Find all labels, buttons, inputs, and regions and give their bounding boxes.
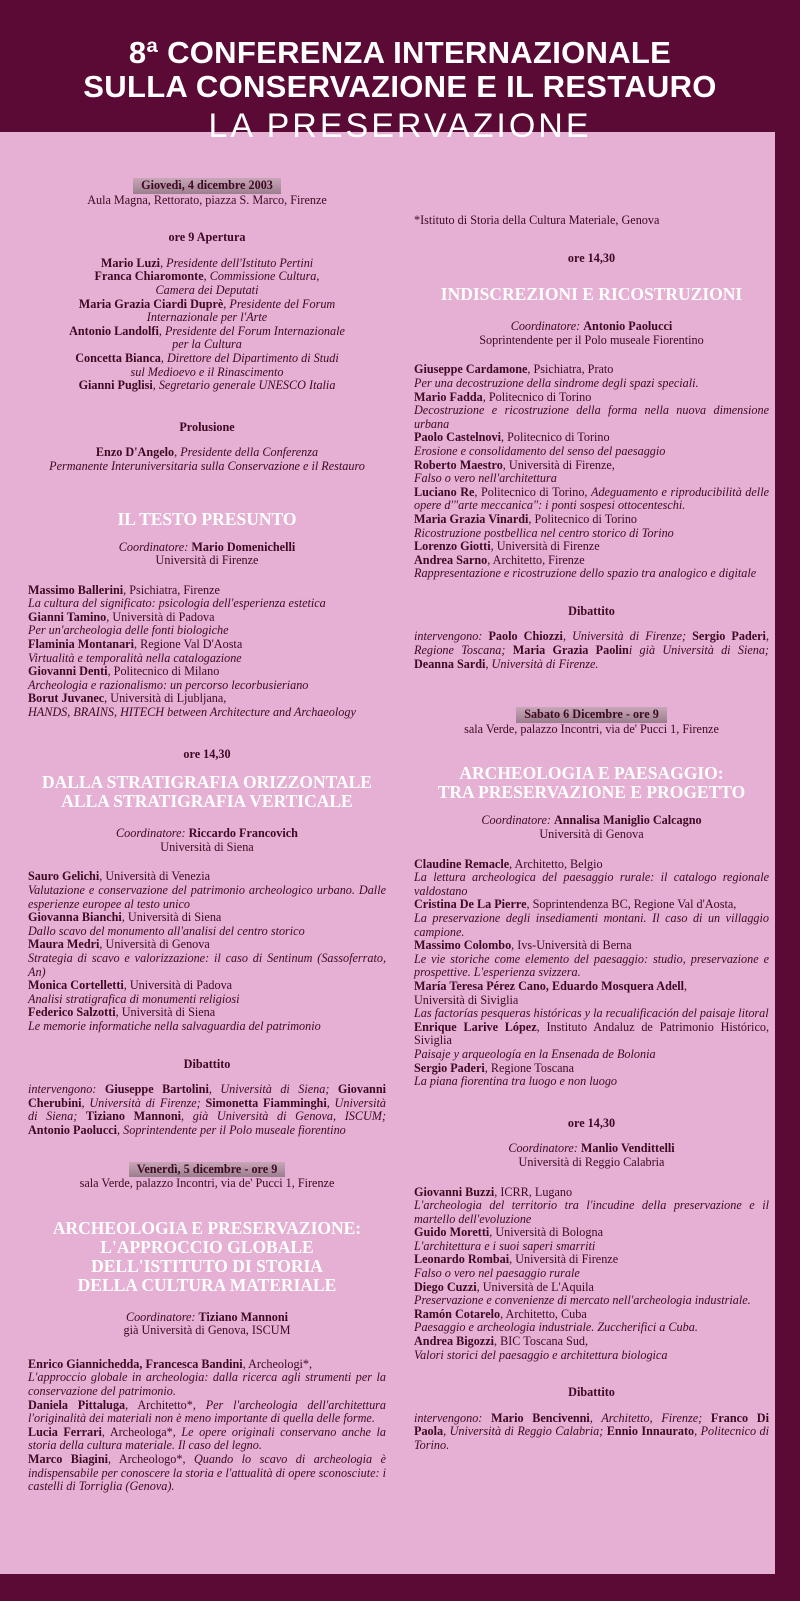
prolusione-speaker: Enzo D'Angelo, Presidente della Conferenza Permanente Interuniversitaria sulla Conservazione e il Restauro (49, 445, 365, 473)
talk-item: Borut Juvanec, Università di Ljubljana, HANDS, BRAINS, HITECH between Architecture and Archaeology (28, 691, 356, 720)
session-title-archeologia-4: DELLA CULTURA MATERIALE (77, 1274, 337, 1295)
talk-item: Federico Salzotti, Università di Siena Le memorie informatiche nella salvaguardia del patrimonio (28, 1005, 321, 1033)
debate-label: Dibattito (568, 603, 615, 618)
talk-item: Massimo Colombo, Ivs-Università di Berna Le vie storiche come elemento del paesaggio: studio, preservazione e prospettive. L'esperienza svizzera. (414, 938, 769, 980)
day2-venue: sala Verde, palazzo Incontri, via de' Pucci 1, Firenze (79, 1176, 335, 1191)
talk-item: Cristina De La Pierre, Soprintendenza BC, Regione Val d'Aosta, La preservazione degli insediamenti montani. Il caso di un villaggio campione. (414, 897, 769, 939)
talk-item: Giuseppe Cardamone, Psichiatra, Prato Per una decostruzione della sindrome degli spazi speciali. (414, 362, 699, 390)
session-title-paesaggio-2: TRA PRESERVAZIONE E PROGETTO (437, 782, 746, 803)
session-title-stratigrafia-2: ALLA STRATIGRAFIA VERTICALE (61, 791, 353, 812)
greeting-item: Gianni Puglisi, Segretario generale UNESCO Italia (78, 378, 336, 393)
day2-date-badge: Venerdì, 5 dicembre - ore 9 (129, 1162, 286, 1178)
session-title-archeologia-3: DELL'ISTITUTO DI STORIA (91, 1255, 323, 1276)
session-title-indiscrezioni: INDISCREZIONI E RICOSTRUZIONI (440, 284, 743, 305)
talk-item: Giovanni Buzzi, ICRR, Lugano L'archeologia del territorio tra l'incudine della preservazione e il martello dell'evoluzione (414, 1184, 769, 1226)
session3-talks (28, 1358, 386, 1494)
greeting-item: Maria Grazia Ciardi Duprè, Presidente del Forum Internazionale per l'Arte (78, 296, 336, 325)
debate-participants: intervengono: Paolo Chiozzi, Università di Firenze; Sergio Paderi, Regione Toscana; Maria Grazia Paolini già Università di Siena; Deanna Sardi, Università di Firenze. (414, 629, 769, 671)
talk-item: Claudine Remacle, Architetto, Belgio La lettura archeologica del paesaggio rurale: il catalogo regionale valdostano (414, 856, 769, 898)
talk-item: Maria Grazia Vinardi, Politecnico di Torino Ricostruzione postbellica nel centro storico di Torino (414, 511, 674, 540)
greeting-item: Concetta Bianca, Direttore del Dipartimento di Studi sul Medioevo e il Rinascimento (75, 350, 339, 379)
session4-talks (414, 363, 769, 581)
greeting-item: Antonio Landolfi, Presidente del Forum Internazionale per la Cultura (69, 323, 345, 352)
conference-title-line1: 8ª CONFERENZA INTERNAZIONALE (128, 35, 672, 70)
greeting-item: Franca Chiaromonte, Commissione Cultura, Camera dei Deputati (94, 269, 320, 297)
talk-item: Andrea Sarno, Architetto, Firenze Rappresentazione e ricostruzione dello spazio tra analogico e digitale (414, 552, 757, 581)
talk-item: Lucia Ferrari, Archeologa*, Le opere originali conservano anche la storia della cultura materiale. Il caso del legno. (28, 1424, 386, 1453)
talk-item: Daniela Pittaluga, Architetto*, Per l'archeologia dell'architettura l'originalità dei materiali non è meno importante di quella delle forme. (28, 1397, 387, 1426)
talk-item: María Teresa Pérez Cano, Eduardo Mosquera Adell, Università di Siviglia Las factorías pesqueras históricas y la recualificación del paisaje litoral (414, 978, 769, 1021)
conference-subtitle: LA PRESERVAZIONE (208, 107, 592, 145)
day3-date-badge: Sabato 6 Dicembre - ore 9 (516, 707, 667, 723)
talk-item: Diego Cuzzi, Università de L'Aquila Preservazione e convenienze di mercato nell'archeologia industriale. (414, 1279, 751, 1308)
day1-date-badge: Giovedì, 4 dicembre 2003 (133, 178, 281, 194)
day1-opening: ore 9 Apertura (168, 230, 246, 245)
debate-label: Dibattito (568, 1385, 615, 1400)
left-column (28, 178, 386, 1494)
day3-venue: sala Verde, palazzo Incontri, via de' Pucci 1, Firenze (464, 721, 719, 736)
session2-coordinator: Coordinatore: Riccardo Francovich Università di Siena (116, 826, 298, 854)
greeting-item: Mario Luzi, Presidente dell'Istituto Pertini (100, 255, 314, 270)
talk-item: Monica Cortelletti, Università di Padova Analisi stratigrafica di monumenti religiosi (28, 978, 240, 1006)
session4-coordinator: Coordinatore: Antonio Paolucci Soprintendente per il Polo museale Fiorentino (479, 319, 704, 347)
talk-item: Guido Moretti, Università di Bologna L'architettura e i suoi saperi smarriti (414, 1225, 603, 1253)
conference-title-line2: SULLA CONSERVAZIONE E IL RESTAURO (83, 69, 717, 104)
talk-item: Sergio Paderi, Regione Toscana La piana fiorentina tra luogo e non luogo (414, 1060, 618, 1089)
session-title-paesaggio-1: ARCHEOLOGIA E PAESAGGIO: (459, 763, 724, 784)
day1-venue: Aula Magna, Rettorato, piazza S. Marco, Firenze (87, 192, 327, 207)
talk-item: Giovanna Bianchi, Università di Siena Dallo scavo del monumento all'analisi del centro storico (28, 910, 305, 938)
footer-band (0, 1574, 800, 1601)
session3-coordinator: Coordinatore: Tiziano Mannoni già Università di Genova, ISCUM (123, 1309, 291, 1338)
right-column (414, 178, 769, 1453)
talk-item: Giovanni Denti, Politecnico di Milano Archeologia e razionalismo: un percorso lecorbusieriano (28, 664, 309, 692)
session-title-stratigrafia-1: DALLA STRATIGRAFIA ORIZZONTALE (42, 772, 372, 793)
talk-item: Massimo Ballerini, Psichiatra, Firenze La cultura del significato: psicologia dell'esperienza estetica (28, 582, 326, 611)
session-title-archeologia-2: L'APPROCCIO GLOBALE (100, 1236, 314, 1257)
day3-afternoon-time: ore 14,30 (567, 1115, 616, 1130)
talk-item: Leonardo Rombai, Università di Firenze Falso o vero nel paesaggio rurale (414, 1252, 619, 1281)
session6-talks (414, 1186, 769, 1363)
session1-talks (28, 584, 386, 720)
talk-item: Maura Medri, Università di Genova Strategia di scavo e valorizzazione: il caso di Sentinum (Sassoferrato, An) (28, 937, 386, 979)
talk-item: Mario Fadda, Politecnico di Torino Decostruzione e ricostruzione della forma nella nuova dimensione urbana (414, 389, 769, 431)
talk-item: Flaminia Montanari, Regione Val D'Aosta Virtualità e temporalità nella catalogazione (28, 637, 243, 665)
talk-item: Paolo Castelnovi, Politecnico di Torino Erosione e consolidamento del senso del paesaggio (414, 430, 666, 458)
session5-coordinator: Coordinatore: Annalisa Maniglio Calcagno Università di Genova (481, 813, 702, 842)
session6-coordinator: Coordinatore: Manlio Vendittelli Università di Reggio Calabria (508, 1141, 675, 1169)
day1-afternoon-time: ore 14,30 (183, 746, 231, 761)
debate-participants: intervengono: Giuseppe Bartolini, Università di Siena; Giovanni Cherubini, Università di Firenze; Simonetta Fiamminghi, Università di Siena; Tiziano Mannoni, già Università di Genova, ISCUM; Antonio Paolucci, Soprintendente per il Polo museale fiorentino (28, 1082, 387, 1137)
iscum-footnote: *Istituto di Storia della Cultura Materiale, Genova (414, 213, 660, 227)
talk-item: Gianni Tamino, Università di Padova Per un'archeologia delle fonti biologiche (28, 609, 229, 638)
session2-talks (28, 870, 386, 1033)
prolusione-label: Prolusione (179, 419, 235, 434)
talk-item: Roberto Maestro, Università di Firenze, Falso o vero nell'architettura (414, 457, 615, 486)
day2-afternoon-time: ore 14,30 (567, 250, 616, 265)
session-title-archeologia-1: ARCHEOLOGIA E PRESERVAZIONE: (52, 1217, 362, 1238)
greeting-list (28, 257, 386, 393)
session-title-testo-presunto: IL TESTO PRESUNTO (117, 508, 297, 529)
debate-label: Dibattito (183, 1056, 231, 1071)
talk-item: Lorenzo Giotti, Università di Firenze (414, 539, 600, 554)
session5-talks (414, 858, 769, 1089)
talk-item: Sauro Gelichi, Università di Venezia Valutazione e conservazione del patrimonio archeologico urbano. Dalle esperienze europee al testo unico (28, 869, 386, 911)
talk-item: Enrique Larive López, Instituto Andaluz de Patrimonio Histórico, Siviglia Paisaje y arqueología en la Ensenada de Bolonia (414, 1019, 769, 1061)
talk-item: Marco Biagini, Archeologo*, Quando lo scavo di archeologia è indispensabile per conoscere la storia e l'attualità di opere sconosciute: i castelli di Torriglia (Genova). (28, 1452, 386, 1494)
talk-item: Ramón Cotarelo, Architetto, Cuba Paesaggio e archeologia industriale. Zuccherifici a Cuba. (414, 1306, 698, 1335)
session1-coordinator: Coordinatore: Mario Domenichelli Università di Firenze (118, 539, 296, 568)
talk-item: Andrea Bigozzi, BIC Toscana Sud, Valori storici del paesaggio e architettura biologica (414, 1334, 668, 1362)
talk-item: Luciano Re, Politecnico di Torino, Adeguamento e riproducibilità delle opere d'"arte meccanica": i ponti sospesi ottocenteschi. (414, 484, 769, 513)
debate-participants: intervengono: Mario Bencivenni, Architetto, Firenze; Franco Di Paola, Università di Reggio Calabria; Ennio Innaurato, Politecnico di Torino. (414, 1410, 769, 1452)
talk-item: Enrico Giannichedda, Francesca Bandini, Archeologi*, L'approccio globale in archeologia: dalla ricerca agli strumenti per la conservazione del patrimonio. (28, 1356, 386, 1399)
